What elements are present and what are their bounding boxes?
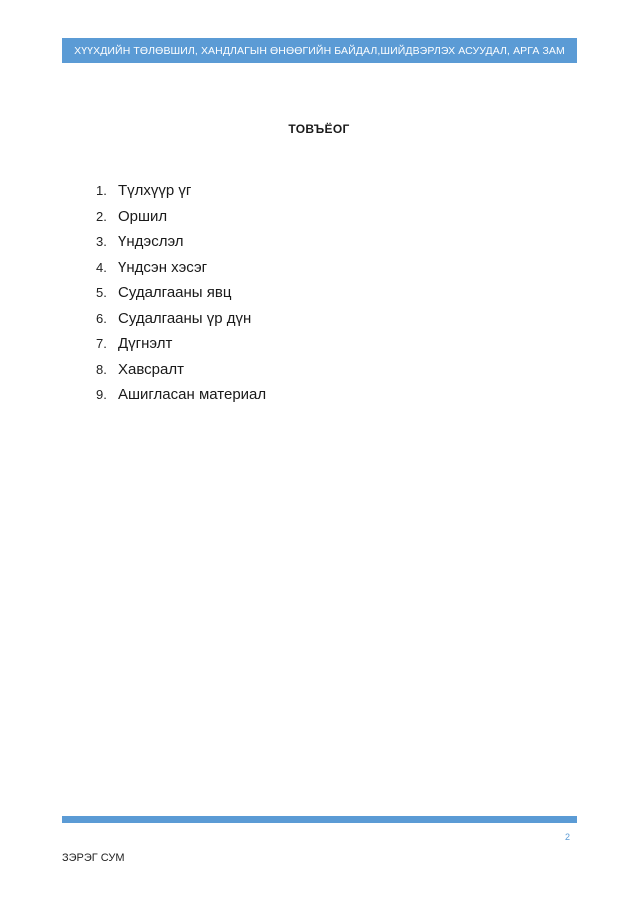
toc-item (96, 259, 266, 285)
toc-item-number: 3. (96, 234, 107, 249)
toc-item-number: 2. (96, 208, 107, 224)
toc-item-label: Ашигласан материал (118, 386, 267, 403)
page-number: 2 (564, 832, 570, 842)
toc-item-number: 9. (96, 387, 107, 402)
toc-item (96, 386, 266, 412)
toc-item-label: Оршил (118, 207, 168, 225)
toc-item (96, 208, 266, 234)
header-title: ХҮҮХДИЙН ТӨЛӨВШИЛ, ХАНДЛАГЫН ӨНӨӨГИЙН БАЙДАЛ,ШИЙДВЭРЛЭХ АСУУДАЛ, АРГА ЗАМ (74, 44, 565, 57)
table-of-contents (96, 182, 266, 412)
toc-item-number: 8. (96, 361, 107, 377)
toc-item (96, 335, 266, 361)
toc-item-number: 7. (96, 336, 107, 351)
page-title: ТОВЪЁОГ (288, 122, 350, 136)
toc-item-number: 5. (96, 285, 107, 300)
toc-item (96, 310, 266, 336)
footer-text: ЗЭРЭГ СУМ (62, 852, 125, 864)
header-banner (62, 38, 577, 63)
toc-item-label: Дүгнэлт (118, 335, 173, 352)
toc-item (96, 284, 266, 310)
toc-item-label: Судалгааны үр дүн (118, 309, 252, 327)
toc-item-label: Судалгааны явц (118, 284, 232, 301)
toc-item-number: 4. (96, 259, 107, 275)
toc-item (96, 361, 266, 387)
toc-item-label: Үндсэн хэсэг (118, 258, 208, 276)
toc-item (96, 233, 266, 259)
toc-item (96, 182, 266, 208)
toc-item-label: Хавсралт (118, 360, 184, 378)
toc-item-number: 6. (96, 310, 107, 326)
toc-item-label: Үндэслэл (118, 233, 184, 250)
footer-divider (62, 816, 577, 823)
toc-item-label: Түлхүүр үг (118, 182, 192, 199)
toc-item-number: 1. (96, 183, 107, 198)
